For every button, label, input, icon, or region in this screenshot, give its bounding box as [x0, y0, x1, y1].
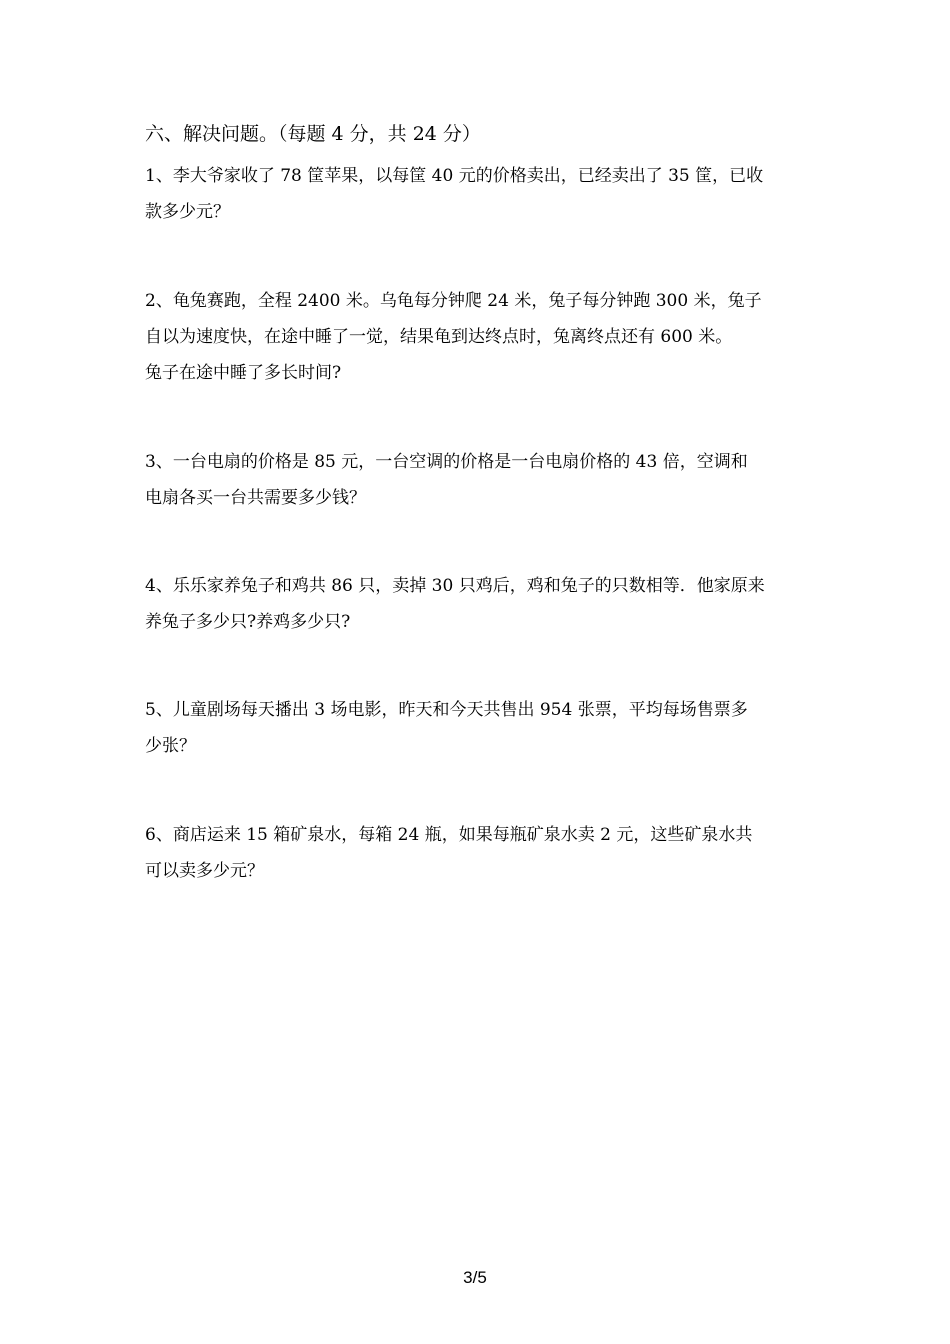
- problem-2-line-1: 2、龟兔赛跑，全程 2400 米。乌龟每分钟爬 24 米，兔子每分钟跑 300 米，兔子: [145, 291, 762, 311]
- problem-3-line-2: 电扇各买一台共需要多少钱？: [145, 488, 366, 508]
- problem-6: [145, 817, 815, 889]
- problem-2: [145, 283, 815, 391]
- problem-1: [145, 158, 815, 230]
- problem-2-line-2: 自以为速度快，在途中睡了一觉，结果龟到达终点时，兔离终点还有 600 米。: [145, 327, 733, 347]
- problem-4: [145, 568, 815, 640]
- problem-3-line-1: 3、一台电扇的价格是 85 元，一台空调的价格是一台电扇价格的 43 倍，空调和: [145, 452, 748, 472]
- section-title: 六、解决问题。（每题 4 分，共 24 分）: [145, 123, 481, 145]
- problem-4-line-1: 4、乐乐家养兔子和鸡共 86 只，卖掉 30 只鸡后，鸡和兔子的只数相等．他家原来: [145, 576, 765, 596]
- problem-5-line-2: 少张？: [145, 736, 196, 756]
- problem-5: [145, 692, 815, 764]
- problem-5-line-1: 5、儿童剧场每天播出 3 场电影，昨天和今天共售出 954 张票，平均每场售票多: [145, 700, 748, 720]
- problem-6-line-2: 可以卖多少元？: [145, 861, 264, 881]
- problem-3: [145, 444, 815, 516]
- problem-1-line-1: 1、李大爷家收了 78 筐苹果，以每筐 40 元的价格卖出，已经卖出了 35 筐，已收: [145, 166, 764, 186]
- page-number: 3/5: [463, 1268, 487, 1287]
- problem-4-line-2: 养兔子多少只?养鸡多少只?: [145, 612, 351, 632]
- problem-1-line-2: 款多少元？: [145, 202, 230, 222]
- problem-6-line-1: 6、商店运来 15 箱矿泉水，每箱 24 瓶，如果每瓶矿泉水卖 2 元，这些矿泉水共: [145, 825, 753, 845]
- problem-2-line-3: 兔子在途中睡了多长时间?: [145, 363, 342, 383]
